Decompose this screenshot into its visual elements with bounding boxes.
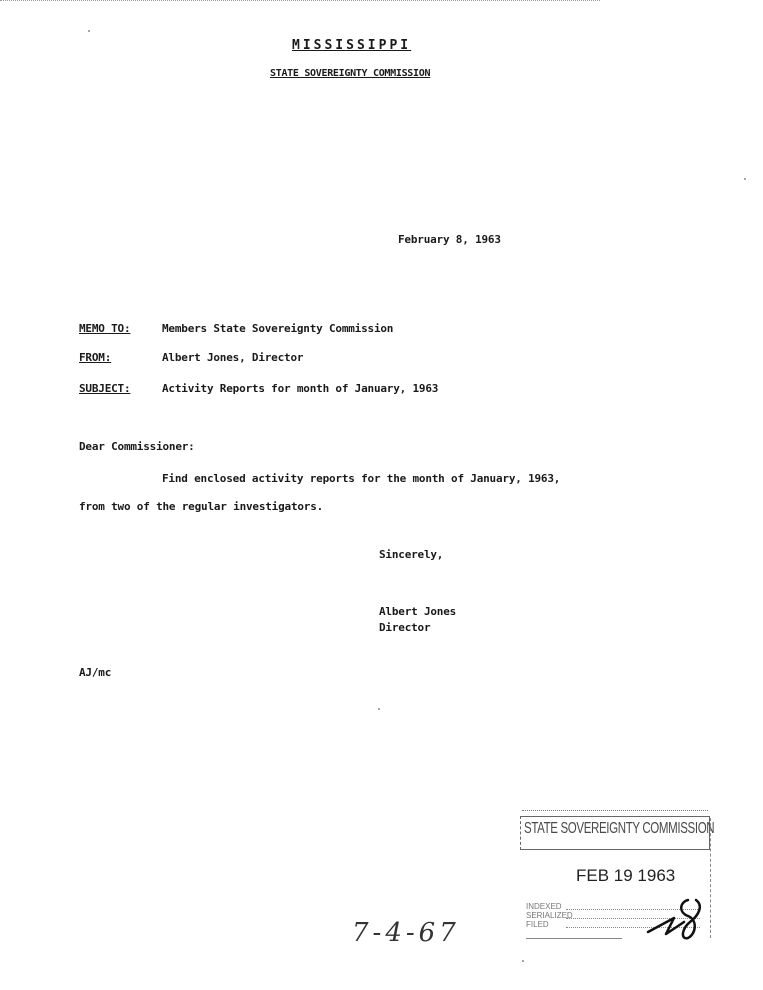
paper-speck — [378, 708, 380, 710]
typist-initials: AJ/mc — [79, 666, 112, 679]
paper-speck — [88, 30, 90, 32]
stamp-title: STATE SOVEREIGNTY COMMISSION — [524, 820, 715, 837]
signature-name: Albert Jones — [379, 605, 457, 618]
page-top-edge — [0, 0, 600, 1]
memo-subject-value: Activity Reports for month of January, 1963 — [162, 382, 439, 395]
paper-speck — [522, 960, 524, 962]
body-line-2: from two of the regular investigators. — [79, 500, 324, 513]
stamp-date: FEB 19 1963 — [576, 866, 676, 885]
memo-to-label: MEMO TO: — [79, 322, 131, 335]
letterhead-state: MISSISSIPPI — [292, 38, 412, 53]
stamp-right-border — [710, 818, 711, 938]
handwritten-file-number: 7-4-67 — [352, 918, 460, 948]
memo-from-label: FROM: — [79, 351, 112, 364]
stamp-row-label: SERIALIZED — [526, 911, 573, 920]
stamp-row-label: FILED — [526, 920, 549, 929]
memo-to-value: Members State Sovereignty Commission — [162, 322, 394, 335]
stamp-top-border — [522, 810, 708, 811]
letterhead-agency: STATE SOVEREIGNTY COMMISSION — [270, 68, 431, 79]
handwritten-mark-icon — [644, 894, 708, 944]
stamp-row-label: INDEXED — [526, 902, 562, 911]
body-line-1: Find enclosed activity reports for the month of January, 1963, — [162, 472, 561, 485]
signature-title: Director — [379, 621, 431, 634]
received-stamp — [520, 810, 715, 942]
closing: Sincerely, — [379, 548, 444, 561]
salutation: Dear Commissioner: — [79, 440, 195, 453]
stamp-bottom-rule — [526, 938, 622, 939]
memo-date: February 8, 1963 — [398, 233, 501, 246]
memo-subject-label: SUBJECT: — [79, 382, 131, 395]
memo-from-value: Albert Jones, Director — [162, 351, 304, 364]
paper-speck — [744, 178, 746, 180]
